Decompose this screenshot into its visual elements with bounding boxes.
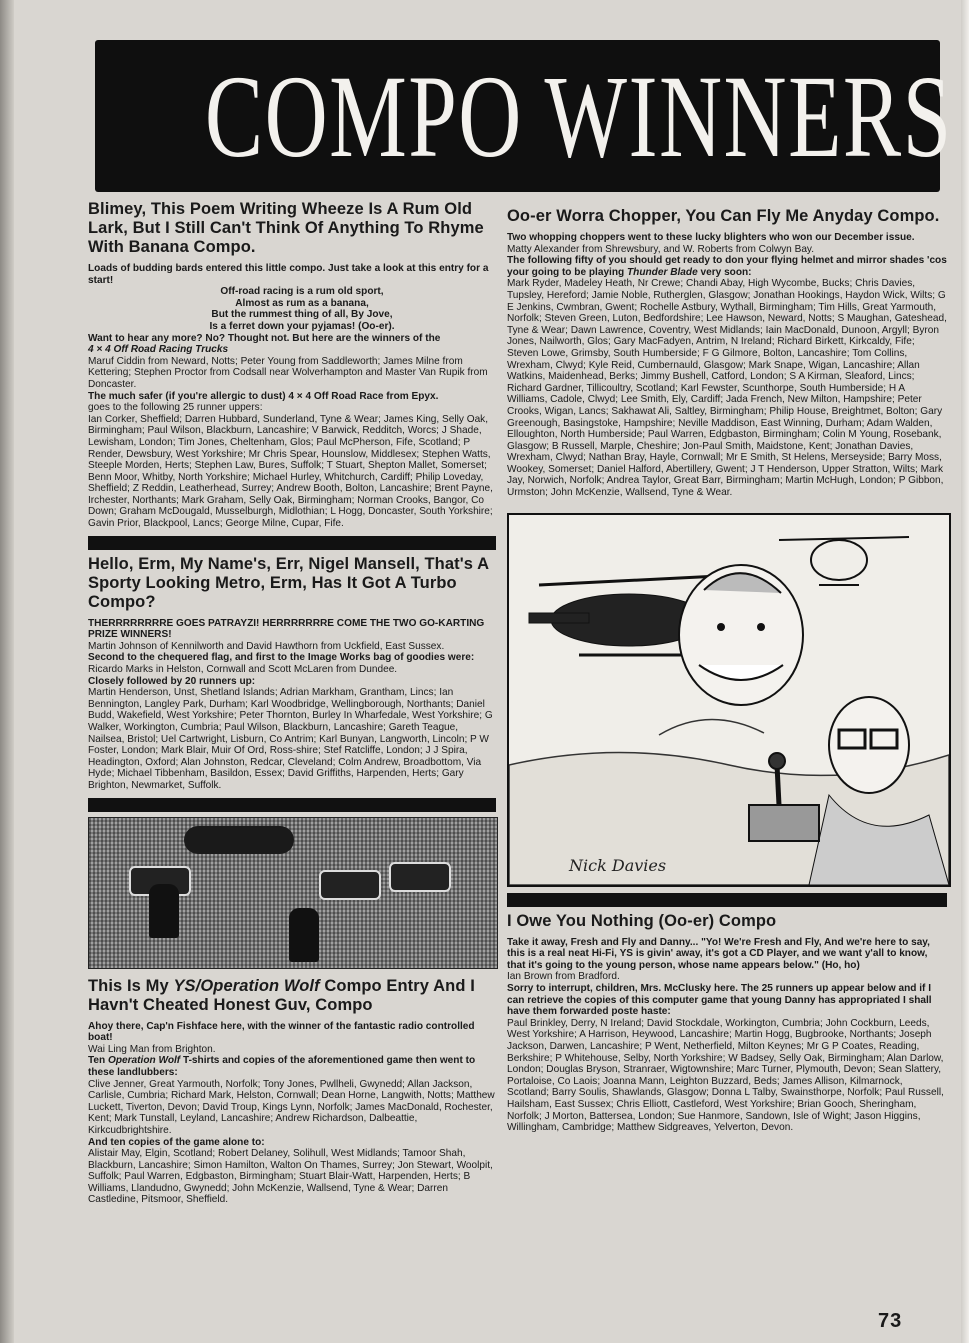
section-divider — [88, 798, 496, 812]
section-title: Oo-er Worra Chopper, You Can Fly Me Anyday Compo. — [507, 207, 940, 225]
runners-list: Ian Corker, Sheffield; Darren Hubbard, Sunderland, Tyne & Wear; James King, Selly Oak, Birmingham; Paul Wilson, Blackburn, Lancashire; V Barwick, Redditch, Worcs; J Shade, Lewisham, London; Tim Jones, Cheltenham, Glos; Paul McPherson, Fife, Scotland; P Render, Dewsbury, West Yorkshire; Mr Chris Spear, Hounslow, Middlesex; Stephen Watts, Steeple Morden, Herts; Stephen Law, Bures, Suffolk; T Stuart, Shepton Mallet, Somerset; Benn Moor, Whitby, North Yorkshire; Michael Hurley, Whitchurch, Cardiff; Philip Loveday, Sheffield; Z Reddin, Leatherhead, Surrey; Andrew Booth, Bolton, Lancashire; Brent Payne, Irchester, Northants; Mark Graham, Selly Oak, Birmingham; Norman Crooks, Bangor, Co Down; Graham McDougald, Musselburgh, Midlothian; L Hogg, Doncaster, South Yorkshire; Gavin Prior, Blackpool, Lancs; George Milne, Cupar, Fife. — [88, 413, 493, 530]
section-title: I Owe You Nothing (Oo-er) Compo — [507, 911, 777, 930]
prize-name: 4 × 4 Off Road Racing Trucks — [88, 344, 229, 356]
masthead-banner — [95, 40, 953, 192]
prize-heading: Second to the chequered flag, and first to the Image Works bag of goodies were: — [88, 652, 475, 664]
poem-line: But the rummest thing of all, By Jove, — [211, 309, 393, 321]
prize-heading-text: The following fifty of you should get ready to don your flying helmet and mirror shades 'cos your going to be playing — [507, 255, 947, 278]
winners-list: Ricardo Marks in Helston, Cornwall and Scott McLaren from Dundee. — [88, 664, 398, 676]
left-column — [88, 200, 496, 1206]
section-operation-wolf-compo — [88, 977, 496, 1207]
section-title — [88, 977, 496, 1015]
prize-name: Thunder Blade — [627, 266, 698, 278]
prize-heading-text: Ten — [88, 1055, 108, 1067]
helicopter-sprite — [184, 826, 294, 854]
page-title: COMPO WINNERS — [204, 51, 953, 182]
winners-list: Martin Johnson of Kennilworth and David Hawthorn from Uckfield, East Sussex. — [88, 640, 445, 652]
runner-prize-heading: The much safer (if you're allergic to dust) 4 × 4 Off Road Race from Epyx. — [88, 390, 439, 402]
page-binding-shadow — [0, 0, 14, 1343]
poem-line: Off-road racing is a rum old sport, — [220, 286, 384, 298]
intro-text: Loads of budding bards entered this little compo. Just take a look at this entry for a start! — [88, 263, 489, 286]
vehicle-sprite — [319, 870, 381, 900]
prize-heading: And ten copies of the game alone to: — [88, 1136, 265, 1148]
prize-heading-text: T-shirts and copies of the aforementioned game then went to these landlubbers: — [88, 1055, 476, 1078]
page-edge — [961, 0, 969, 1343]
prize-heading: Sorry to interrupt, children, Mrs. McClusky here. The 25 runners up appear below and if I can retrieve the copies of this computer game that young Danny has appropriated I shall have them forwarded poste haste: — [507, 983, 932, 1018]
section-body — [88, 263, 496, 530]
right-column — [507, 207, 947, 1134]
title-game-name: YS/Operation Wolf — [173, 976, 320, 995]
page-number: 73 — [878, 1310, 903, 1332]
prize-heading — [88, 333, 496, 356]
prize-heading-text: Want to hear any more? No? Thought not. But here are the winners of the — [88, 332, 441, 344]
section-body — [88, 1021, 496, 1207]
cartoon-illustration — [507, 513, 951, 887]
section-body — [507, 937, 947, 1134]
vehicle-sprite — [389, 862, 451, 892]
poem-line: Is a ferret down your pyjamas! (Oo-er). — [209, 320, 395, 332]
winners-list: Matty Alexander from Shrewsbury, and W. Roberts from Colwyn Bay. — [507, 243, 815, 255]
section-mansell-compo — [88, 555, 496, 792]
winners-list: Ian Brown from Bradford. — [507, 971, 620, 983]
intro-text: Two whopping choppers went to these lucky blighters who won our December issue. — [507, 232, 915, 243]
runners-intro: goes to the following 25 runner uppers: — [88, 402, 263, 414]
cartoon-drawing — [509, 515, 949, 885]
runners-list: Mark Ryder, Madeley Heath, Nr Crewe; Chandi Abay, High Wycombe, Bucks; Chris Davies, Tupsley, Hereford; Jamie Noble, Rutherglen, Glasgow; Jonathan Hookings, Haydon Wick, Wilts; G E Jenkins, Cwmbran, Gwent; Rochelle Astbury, Wythall, Birmingham; Tim Hills, Great Yarmouth, Norfolk; Steven Green, Luton, Bedfordshire; Lee Hawson, Neward, Notts; S Maughan, Gateshead, Tyne & Wear; Dawn Lawrence, Coventry, West Midlands; Iain MacDonald, Dunoon, Argyll; Byron Jones, Nailworth, Glos; Gary MacFadyen, Antrim, N Ireland; Richard Birkett, Kirkcaldy, Fife; Steven Lowe, Grimsby, South Humberside; F G Gilmore, Bolton, Lancashire; Tom Collins, Wrexham, Clwyd; Kyle Reid, Cumbernauld, Glasgow; Mark Snape, Wigan, Lancashire; Allan Watkins, Maidenhead, Berks; Jimmy Bushell, Catford, London; S A Kirman, Sleaford, Lincs; Richard Gardner, Tillicoultry, Scotland; Karl Fewster, Scunthorpe, South Humberside; H A Williams, Cadole, Clwyd; Lee Smith, Ely, Cardiff; Jada French, New Milton, Hampshire; Peter Crooks, Wigan, Lancs; Sakhawat Ali, Saltley, Birmingham; Philip House, Breightmet, Bolton; Gary Greenough, Basingstoke, Hampshire; Neville Maddison, East Winning, Durham; Adam Walden, Elloughton, North Humberside; Paul Warren, Edgbaston, Birmingham; Colin M Young, Rosebank, Glasgow; B Russell, Marple, Cheshire; Jon-Paul Smith, Maidstone, Kent; Jonathan Davies, Wrexham, Clwyd; Nathan Bray, Hayle, Cornwall; Mr E Smith, St Helens, Merseyside; Barry Moss, Wookey, Somerset; Daniel Halford, Abertillery, Gwent; J T Henderson, Upper Stratton, Wilts; Mark Jay, Norwich, Norfolk; Andrea Taylor, Great Barr, Birmingham; Martin McHugh, London; P Gibbon, Urmston; John McKenzie, Wallsend, Tyne & Wear. — [507, 278, 947, 499]
intro-text: THERRRRRRRRE GOES PATRAYZI! HERRRRRRRE COME THE TWO GO-KARTING PRIZE WINNERS! — [88, 617, 485, 641]
poem-line: Almost as rum as a banana, — [235, 297, 369, 309]
runners-list: Paul Brinkley, Derry, N Ireland; David Stockdale, Workington, Cumbria; John Cockburn, Leeds, West Yorkshire; A Harrison, Heywood, Lancashire; Martin Hogg, Bugbrooke, Northants; Joseph Jackson, Darwen, Lancashire; P Went, Netherfield, Milton Keynes; Mr G P Coates, Reading, Berkshire; P Whitehouse, Selby, North Yorkshire; W Badsey, Selly Oak, Birmingham; Alan Darlow, London; Douglas Bryson, Stranraer, Wigtownshire; Marc Turner, Plymouth, Devon; Sean Slattery, Portaloise, Co Laois; Joanna Mann, Leighton Buzzard, Beds; James Allison, Kilmarnock, Scotland; Barry Soulis, Shawlands, Glasgow; Donna L Talby, Swainsthorpe, Norfolk; Paul Russell, Hailsham, East Sussex; Chris Elliott, Castleford, West Yorkshire; Brian Gooch, Sheringham, Norfolk; J Morton, Battersea, London; Sue Hanmore, Sandown, Isle of Wight; Jason Higgins, Willingham, Cambridge; Matthew Sidgreaves, Yelverton, Devon. — [507, 1017, 944, 1134]
intro-text: Ahoy there, Cap'n Fishface here, with the winner of the fantastic radio controlled boat! — [88, 1020, 475, 1044]
section-title: Blimey, This Poem Writing Wheeze Is A Rum Old Lark, But I Still Can't Think Of Anything To Rhyme With Banana Compo. — [88, 200, 484, 256]
runners-intro: Closely followed by 20 runners up: — [88, 675, 256, 687]
cartoonist-signature: Nick Davies — [569, 855, 667, 875]
prize-heading — [507, 255, 947, 278]
section-title: Hello, Erm, My Name's, Err, Nigel Mansell, That's A Sporty Looking Metro, Erm, Has It Got A Turbo Compo? — [88, 554, 489, 611]
poem — [88, 286, 496, 332]
section-divider — [507, 893, 947, 907]
runners-list: Alistair May, Elgin, Scotland; Robert Delaney, Solihull, West Midlands; Tamoor Shah, Blackburn, Lancashire; Simon Hamilton, Walton On Thames, Surrey; Jon Stewart, Woolpit, Suffolk; Paul Warren, Edgbaston, Birmingham; Stuart Blair-Watt, Harpenden, Herts; B Williams, Llandudno, Gwynedd; John McKenzie, Wallsend, Tyne & Wear; Darren Castledine, Pitsmoor, Sheffield. — [88, 1148, 493, 1206]
prize-heading — [88, 1055, 496, 1078]
prize-heading-text: very soon: — [697, 266, 752, 278]
title-part: Compo Entry And I Havn't Cheated Honest Guv, Compo — [88, 976, 475, 1014]
prize-name: Operation Wolf — [108, 1055, 181, 1067]
soldier-sprite — [289, 908, 319, 962]
soldier-sprite — [149, 884, 179, 938]
runners-list: Martin Henderson, Unst, Shetland Islands; Adrian Markham, Grantham, Lincs; Ian Bennington, Langley Park, Durham; Karl Woodbridge, Wellingborough, Northants; Daniel Budd, Wakefield, West Yorkshire; Peter Thornton, Burley In Wharfedale, West Yorkshire; G Walker, Workington, Cumbria; Paul Wilson, Blackburn, Lancashire; Gareth Teague, Nailsea, Bristol; Uel Cartwright, Lisburn, Co Antrim; Karl Bunyan, Langworth, Lincoln; P W Foster, London; Mark Blair, Muir Of Ord, Ross-shire; Stef Ratcliffe, London; J J Spira, Headington, Oxford; Alan Johnston, Redcar, Cleveland; Colm Andrew, Broadbottom, Via Hyde; Michael Tibbenham, Basildon, Essex; David Griffiths, Harpenden, Herts; Gary Brighton, Newmarket, Suffolk. — [88, 687, 493, 791]
section-chopper-compo — [507, 207, 947, 499]
operation-wolf-screenshot — [88, 817, 498, 969]
section-divider — [88, 536, 496, 550]
runners-list: Clive Jenner, Great Yarmouth, Norfolk; Tony Jones, Pwllheli, Gwynedd; Allan Jackson, Carlisle, Cumbria; Richard Mark, Helston, Cornwall; Dean Horne, Langwith, Notts; Matthew Luckett, Tiverton, Devon; David Troup, Kings Lynn, Norfolk; James MacDonald, Rochester, Kent; Mark Tunstall, Leyland, Lancashire; Andrew Richardson, Dalbeattie, Kirkcudbrightshire. — [88, 1078, 495, 1136]
winners-list: Maruf Ciddin from Neward, Notts; Peter Young from Saddleworth; James Milne from Kettering; Stephen Proctor from Codsall near Wolverhampton and Master Van Rupik from Doncaster. — [88, 355, 488, 390]
section-body — [507, 232, 947, 499]
section-banana-compo — [88, 200, 496, 530]
small-helicopter — [779, 537, 909, 585]
section-body — [88, 618, 496, 792]
title-part: This Is My — [88, 976, 174, 995]
caricature-head — [679, 565, 803, 705]
intro-text: Take it away, Fresh and Fly and Danny... "Yo! We're Fresh and Fly, And we're here to say, this is a real neat Hi-Fi, YS is givin' away, it's got a CD Player, and we want y'all to know, that it's going to the young person, whose name appears below." (Ho, ho) — [507, 936, 930, 971]
winners-list: Wai Ling Man from Brighton. — [88, 1043, 216, 1055]
section-hifi-compo — [507, 912, 947, 1134]
